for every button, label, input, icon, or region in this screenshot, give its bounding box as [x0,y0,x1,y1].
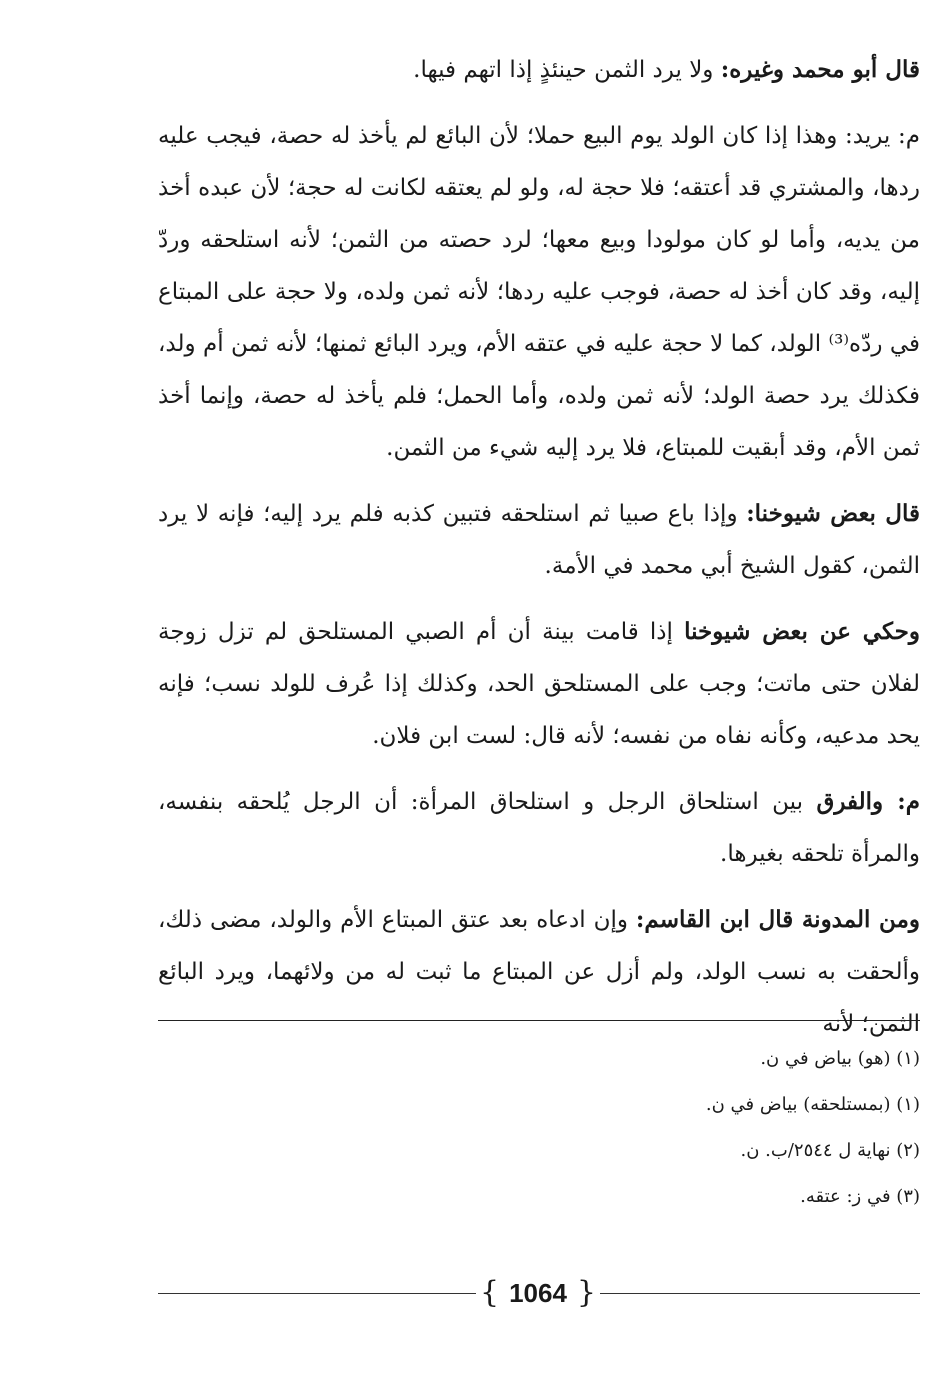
paragraph-lead: وحكي عن بعض شيوخنا [684,618,920,645]
footnote-item: (٣) في ز: عتقه. [800,1186,920,1207]
main-text [158,44,920,1064]
paragraph-5 [158,776,920,880]
brace-right: } [576,1275,597,1310]
paragraph-text: وإن ادعاه بعد عتق المبتاع الأم والولد، مضى ذلك، وألحقت به نسب الولد، ولم أزل عن المبتاع ما ثبت له من ولائهما، ويرد البائع الثمن؛ لأنه [158,907,920,1037]
brace-left: { [479,1275,500,1310]
paragraph-text: وإذا باع صبيا ثم استلحقه فتبين كذبه فلم يرد إليه؛ فإنه لا يرد الثمن، كقول الشيخ أبي محمد في الأمة. [158,501,920,579]
footnote-item: (٢) نهاية ل ٢٥٤٤/ب. ن. [740,1140,920,1161]
page-footer [158,1268,920,1318]
footnote-item: (١) (هو) بياض في ن. [760,1048,920,1069]
footer-rule-left [158,1293,476,1294]
page-number [476,1268,600,1318]
paragraph-text: ولا يرد الثمن حينئذٍ إذا اتهم فيها. [413,57,714,83]
footnote-separator [158,1020,920,1021]
footnotes [158,1036,920,1220]
footer-rule-right [600,1293,920,1294]
paragraph-3 [158,488,920,592]
paragraph-1 [158,44,920,96]
paragraph-lead: م: والفرق [816,788,920,815]
paragraph-2 [158,110,920,474]
paragraph-6 [158,894,920,1050]
paragraph-text: إذا قامت بينة أن أم الصبي المستلحق لم تزل زوجة لفلان حتى ماتت؛ وجب على المستلحق الحد، وكذلك إذا عُرف للولد نسب؛ فإنه يحد مدعيه، وكأنه نفاه من نفسه؛ لأنه قال: لست ابن فلان. [158,619,920,749]
paragraph-text: م: يريد: وهذا إذا كان الولد يوم البيع حملا؛ لأن البائع لم يأخذ له حصة، فيجب عليه ردها، والمشتري قد أعتقه؛ فلا حجة له، ولو لم يعتقه لكانت له حجة؛ لأن عبده أخذ من يديه، وأما لو كان مولودا وبيع معها؛ لرد حصته من الثمن؛ لأنه استلحقه وردّ إليه، وقد كان أخذ له حصة، فوجب عليه ردها؛ لأنه ثمن ولده، ولا حجة على المبتاع في ردّه⁽³⁾ الولد، كما لا حجة عليه في عتقه الأم، ويرد البائع ثمنها؛ لأنه ثمن أم ولد، فكذلك يرد حصة الولد؛ لأنه ثمن ولده، وأما الحمل؛ فلم يأخذ له حصة، وإنما أخذ ثمن الأم، وقد أبقيت للمبتاع، فلا يرد إليه شيء من الثمن. [158,123,920,461]
footnote-item: (١) (بمستلحقه) بياض في ن. [705,1094,920,1115]
paragraph-lead: قال بعض شيوخنا: [746,500,920,527]
paragraph-text: بين استلحاق الرجل و استلحاق المرأة: أن الرجل يُلحقه بنفسه، والمرأة تلحقه بغيرها. [158,789,920,867]
paragraph-lead: ومن المدونة قال ابن القاسم: [635,906,920,933]
paragraph-lead: قال أبو محمد وغيره: [720,56,920,83]
paragraph-4 [158,606,920,762]
page-number-value: 1064 [509,1278,567,1308]
